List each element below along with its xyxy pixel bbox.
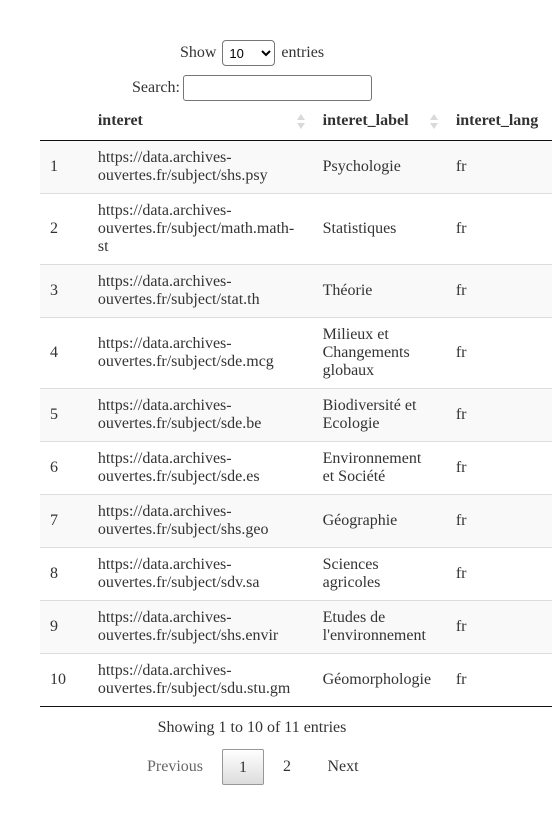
cell-interet: https://data.archives-ouvertes.fr/subject/shs.psy (88, 141, 313, 194)
table-row (40, 318, 552, 389)
cell-interet-label: Biodiversité et Ecologie (313, 389, 446, 442)
column-header-interet[interactable] (88, 102, 313, 141)
length-prefix: Show (179, 44, 217, 61)
cell-interet: https://data.archives-ouvertes.fr/subject/sdu.stu.gm (88, 654, 313, 707)
cell-interet: https://data.archives-ouvertes.fr/subject/math.math-st (88, 194, 313, 265)
sort-icon (297, 114, 305, 130)
search-label: Search: (132, 79, 180, 96)
column-header-interet-lang[interactable] (446, 102, 552, 141)
table-row (40, 654, 552, 707)
next-page-button[interactable]: Next (327, 758, 359, 775)
search-input[interactable] (183, 75, 372, 101)
column-header-interet-lang-text: interet_lang (455, 112, 539, 129)
cell-interet-lang: fr (446, 654, 552, 707)
table-row (40, 548, 552, 601)
table-row (40, 389, 552, 442)
cell-interet-label: Géographie (313, 495, 446, 548)
row-index: 5 (40, 389, 88, 442)
table-row (40, 495, 552, 548)
previous-page-button[interactable]: Previous (147, 758, 203, 775)
cell-interet-label: Statistiques (313, 194, 446, 265)
cell-interet-lang: fr (446, 495, 552, 548)
row-index: 6 (40, 442, 88, 495)
table-info: Showing 1 to 10 of 11 entries (157, 719, 347, 736)
cell-interet: https://data.archives-ouvertes.fr/subject/sdv.sa (88, 548, 313, 601)
cell-interet-lang: fr (446, 318, 552, 389)
row-index: 9 (40, 601, 88, 654)
table-row (40, 141, 552, 194)
header-row (40, 102, 552, 141)
cell-interet-label: Psychologie (313, 141, 446, 194)
cell-interet: https://data.archives-ouvertes.fr/subject/sde.be (88, 389, 313, 442)
data-table (40, 102, 552, 707)
entries-per-page-select[interactable] (222, 40, 275, 66)
row-index: 8 (40, 548, 88, 601)
cell-interet-label: Théorie (313, 265, 446, 318)
table-row (40, 601, 552, 654)
column-header-interet-label[interactable] (313, 102, 446, 141)
column-header-index[interactable] (40, 102, 88, 141)
cell-interet-label: Géomorphologie (313, 654, 446, 707)
cell-interet: https://data.archives-ouvertes.fr/subject/shs.envir (88, 601, 313, 654)
row-index: 4 (40, 318, 88, 389)
table-row (40, 265, 552, 318)
row-index: 10 (40, 654, 88, 707)
table-row (40, 194, 552, 265)
cell-interet: https://data.archives-ouvertes.fr/subject/sde.es (88, 442, 313, 495)
column-header-interet-label-text: interet_label (322, 112, 409, 129)
length-menu (0, 40, 504, 66)
table-body (40, 141, 552, 707)
cell-interet-label: Etudes de l'environnement (313, 601, 446, 654)
cell-interet: https://data.archives-ouvertes.fr/subject/stat.th (88, 265, 313, 318)
cell-interet-lang: fr (446, 442, 552, 495)
pagination (0, 749, 489, 785)
page-1-button[interactable]: 1 (222, 749, 264, 785)
cell-interet-label: Milieux et Changements globaux (313, 318, 446, 389)
page-2-button[interactable]: 2 (283, 758, 291, 775)
row-index: 3 (40, 265, 88, 318)
length-suffix: entries (281, 44, 325, 61)
cell-interet-lang: fr (446, 194, 552, 265)
cell-interet-lang: fr (446, 265, 552, 318)
cell-interet-lang: fr (446, 389, 552, 442)
cell-interet: https://data.archives-ouvertes.fr/subject/shs.geo (88, 495, 313, 548)
row-index: 2 (40, 194, 88, 265)
sort-icon (430, 114, 438, 130)
cell-interet-label: Environnement et Société (313, 442, 446, 495)
table-row (40, 442, 552, 495)
cell-interet-label: Sciences agricoles (313, 548, 446, 601)
column-header-interet-label: interet (97, 112, 143, 129)
cell-interet-lang: fr (446, 141, 552, 194)
table-container (40, 102, 539, 707)
search-filter (132, 75, 372, 101)
cell-interet: https://data.archives-ouvertes.fr/subject/sde.mcg (88, 318, 313, 389)
row-index: 7 (40, 495, 88, 548)
row-index: 1 (40, 141, 88, 194)
cell-interet-lang: fr (446, 601, 552, 654)
cell-interet-lang: fr (446, 548, 552, 601)
